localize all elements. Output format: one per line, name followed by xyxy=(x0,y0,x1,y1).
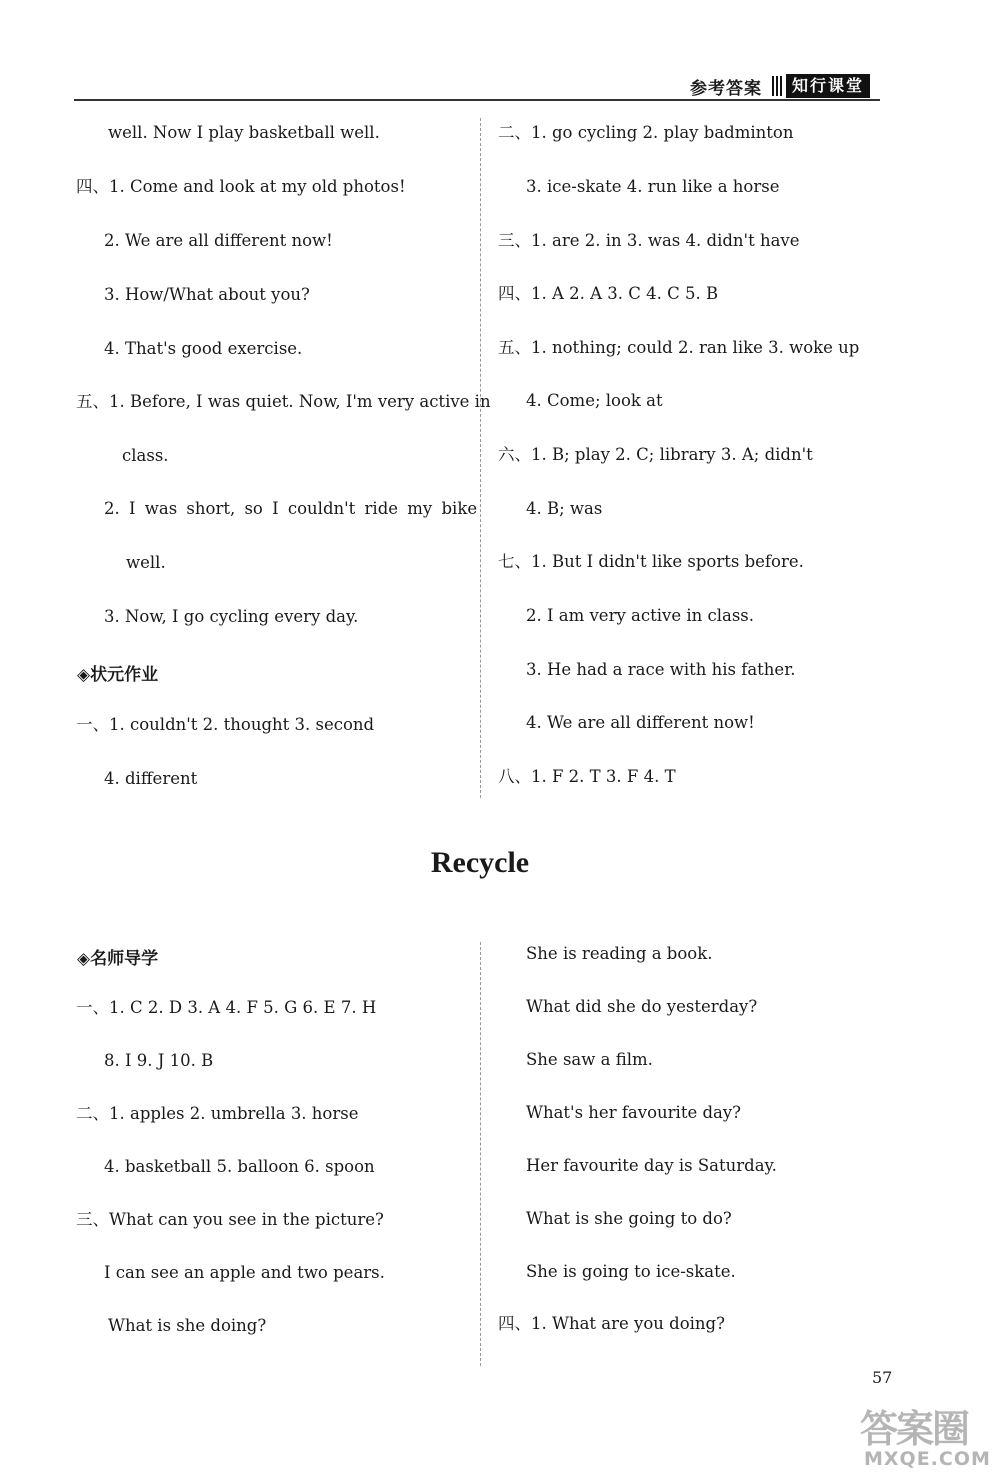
answer-line: She is going to ice-skate. xyxy=(526,1262,736,1281)
unit-title: Recycle xyxy=(430,846,530,879)
answer-line: well. xyxy=(126,553,166,572)
column-divider xyxy=(480,942,481,1366)
answer-line: 二、1. go cycling 2. play badminton xyxy=(498,123,794,142)
header-title: 参考答案 xyxy=(690,79,762,99)
answer-line: What is she doing? xyxy=(108,1316,267,1335)
answer-line: 2. We are all different now! xyxy=(104,231,333,250)
header-bars-decoration xyxy=(772,76,784,96)
watermark-logo xyxy=(858,1398,990,1478)
answer-line: well. Now I play basketball well. xyxy=(108,123,380,142)
answer-line: 五、1. nothing; could 2. ran like 3. woke up xyxy=(498,338,860,357)
answer-line: 七、1. But I didn't like sports before. xyxy=(498,552,804,571)
answer-line: 4. basketball 5. balloon 6. spoon xyxy=(104,1157,375,1176)
page-header xyxy=(0,0,1000,110)
answer-line: Her favourite day is Saturday. xyxy=(526,1156,777,1175)
answer-line: What did she do yesterday? xyxy=(526,997,758,1016)
answer-line: 四、1. A 2. A 3. C 4. C 5. B xyxy=(498,284,719,303)
answer-line: 二、1. apples 2. umbrella 3. horse xyxy=(76,1104,359,1123)
answer-line: 3. How/What about you? xyxy=(104,285,310,304)
answer-line: She is reading a book. xyxy=(526,944,713,963)
section-heading: ◈名师导学 xyxy=(77,949,159,969)
answer-line: 八、1. F 2. T 3. F 4. T xyxy=(498,767,676,786)
answer-line: What is she going to do? xyxy=(526,1209,732,1228)
answer-line: 六、1. B; play 2. C; library 3. A; didn't xyxy=(498,445,813,464)
answer-line: 五、1. Before, I was quiet. Now, I'm very active in xyxy=(76,392,491,411)
watermark-text: 答案圈 xyxy=(860,1407,969,1451)
answer-line: 四、1. Come and look at my old photos! xyxy=(76,177,406,196)
answer-line: 4. We are all different now! xyxy=(526,713,755,732)
answer-line: 4. different xyxy=(104,769,198,788)
header-rule xyxy=(74,99,880,101)
answer-line: 8. I 9. J 10. B xyxy=(104,1051,214,1070)
answer-line: 一、1. C 2. D 3. A 4. F 5. G 6. E 7. H xyxy=(76,998,377,1017)
brand-logo: 知行课堂 xyxy=(786,74,870,98)
answer-line: class. xyxy=(122,446,169,465)
answer-line: I can see an apple and two pears. xyxy=(104,1263,385,1282)
watermark-url: MXQE.COM xyxy=(864,1448,991,1470)
answer-line: 2. I am very active in class. xyxy=(526,606,755,625)
answer-line: 2. I was short, so I couldn't ride my bike xyxy=(104,499,478,518)
answer-line: 4. B; was xyxy=(526,499,603,518)
page-number: 57 xyxy=(872,1368,893,1387)
answer-line: 三、1. are 2. in 3. was 4. didn't have xyxy=(498,231,800,250)
column-divider xyxy=(480,118,481,798)
answer-line: She saw a film. xyxy=(526,1050,653,1069)
answer-line: 3. ice-skate 4. run like a horse xyxy=(526,177,780,196)
answer-line: 一、1. couldn't 2. thought 3. second xyxy=(76,715,375,734)
answer-line: What's her favourite day? xyxy=(526,1103,742,1122)
answer-line: 3. Now, I go cycling every day. xyxy=(104,607,359,626)
section-heading: ◈状元作业 xyxy=(77,665,159,685)
answer-line: 三、What can you see in the picture? xyxy=(76,1210,384,1229)
answer-line: 四、1. What are you doing? xyxy=(498,1314,725,1333)
answer-line: 4. That's good exercise. xyxy=(104,339,303,358)
answer-line: 3. He had a race with his father. xyxy=(526,660,796,679)
answer-line: 4. Come; look at xyxy=(526,391,663,410)
